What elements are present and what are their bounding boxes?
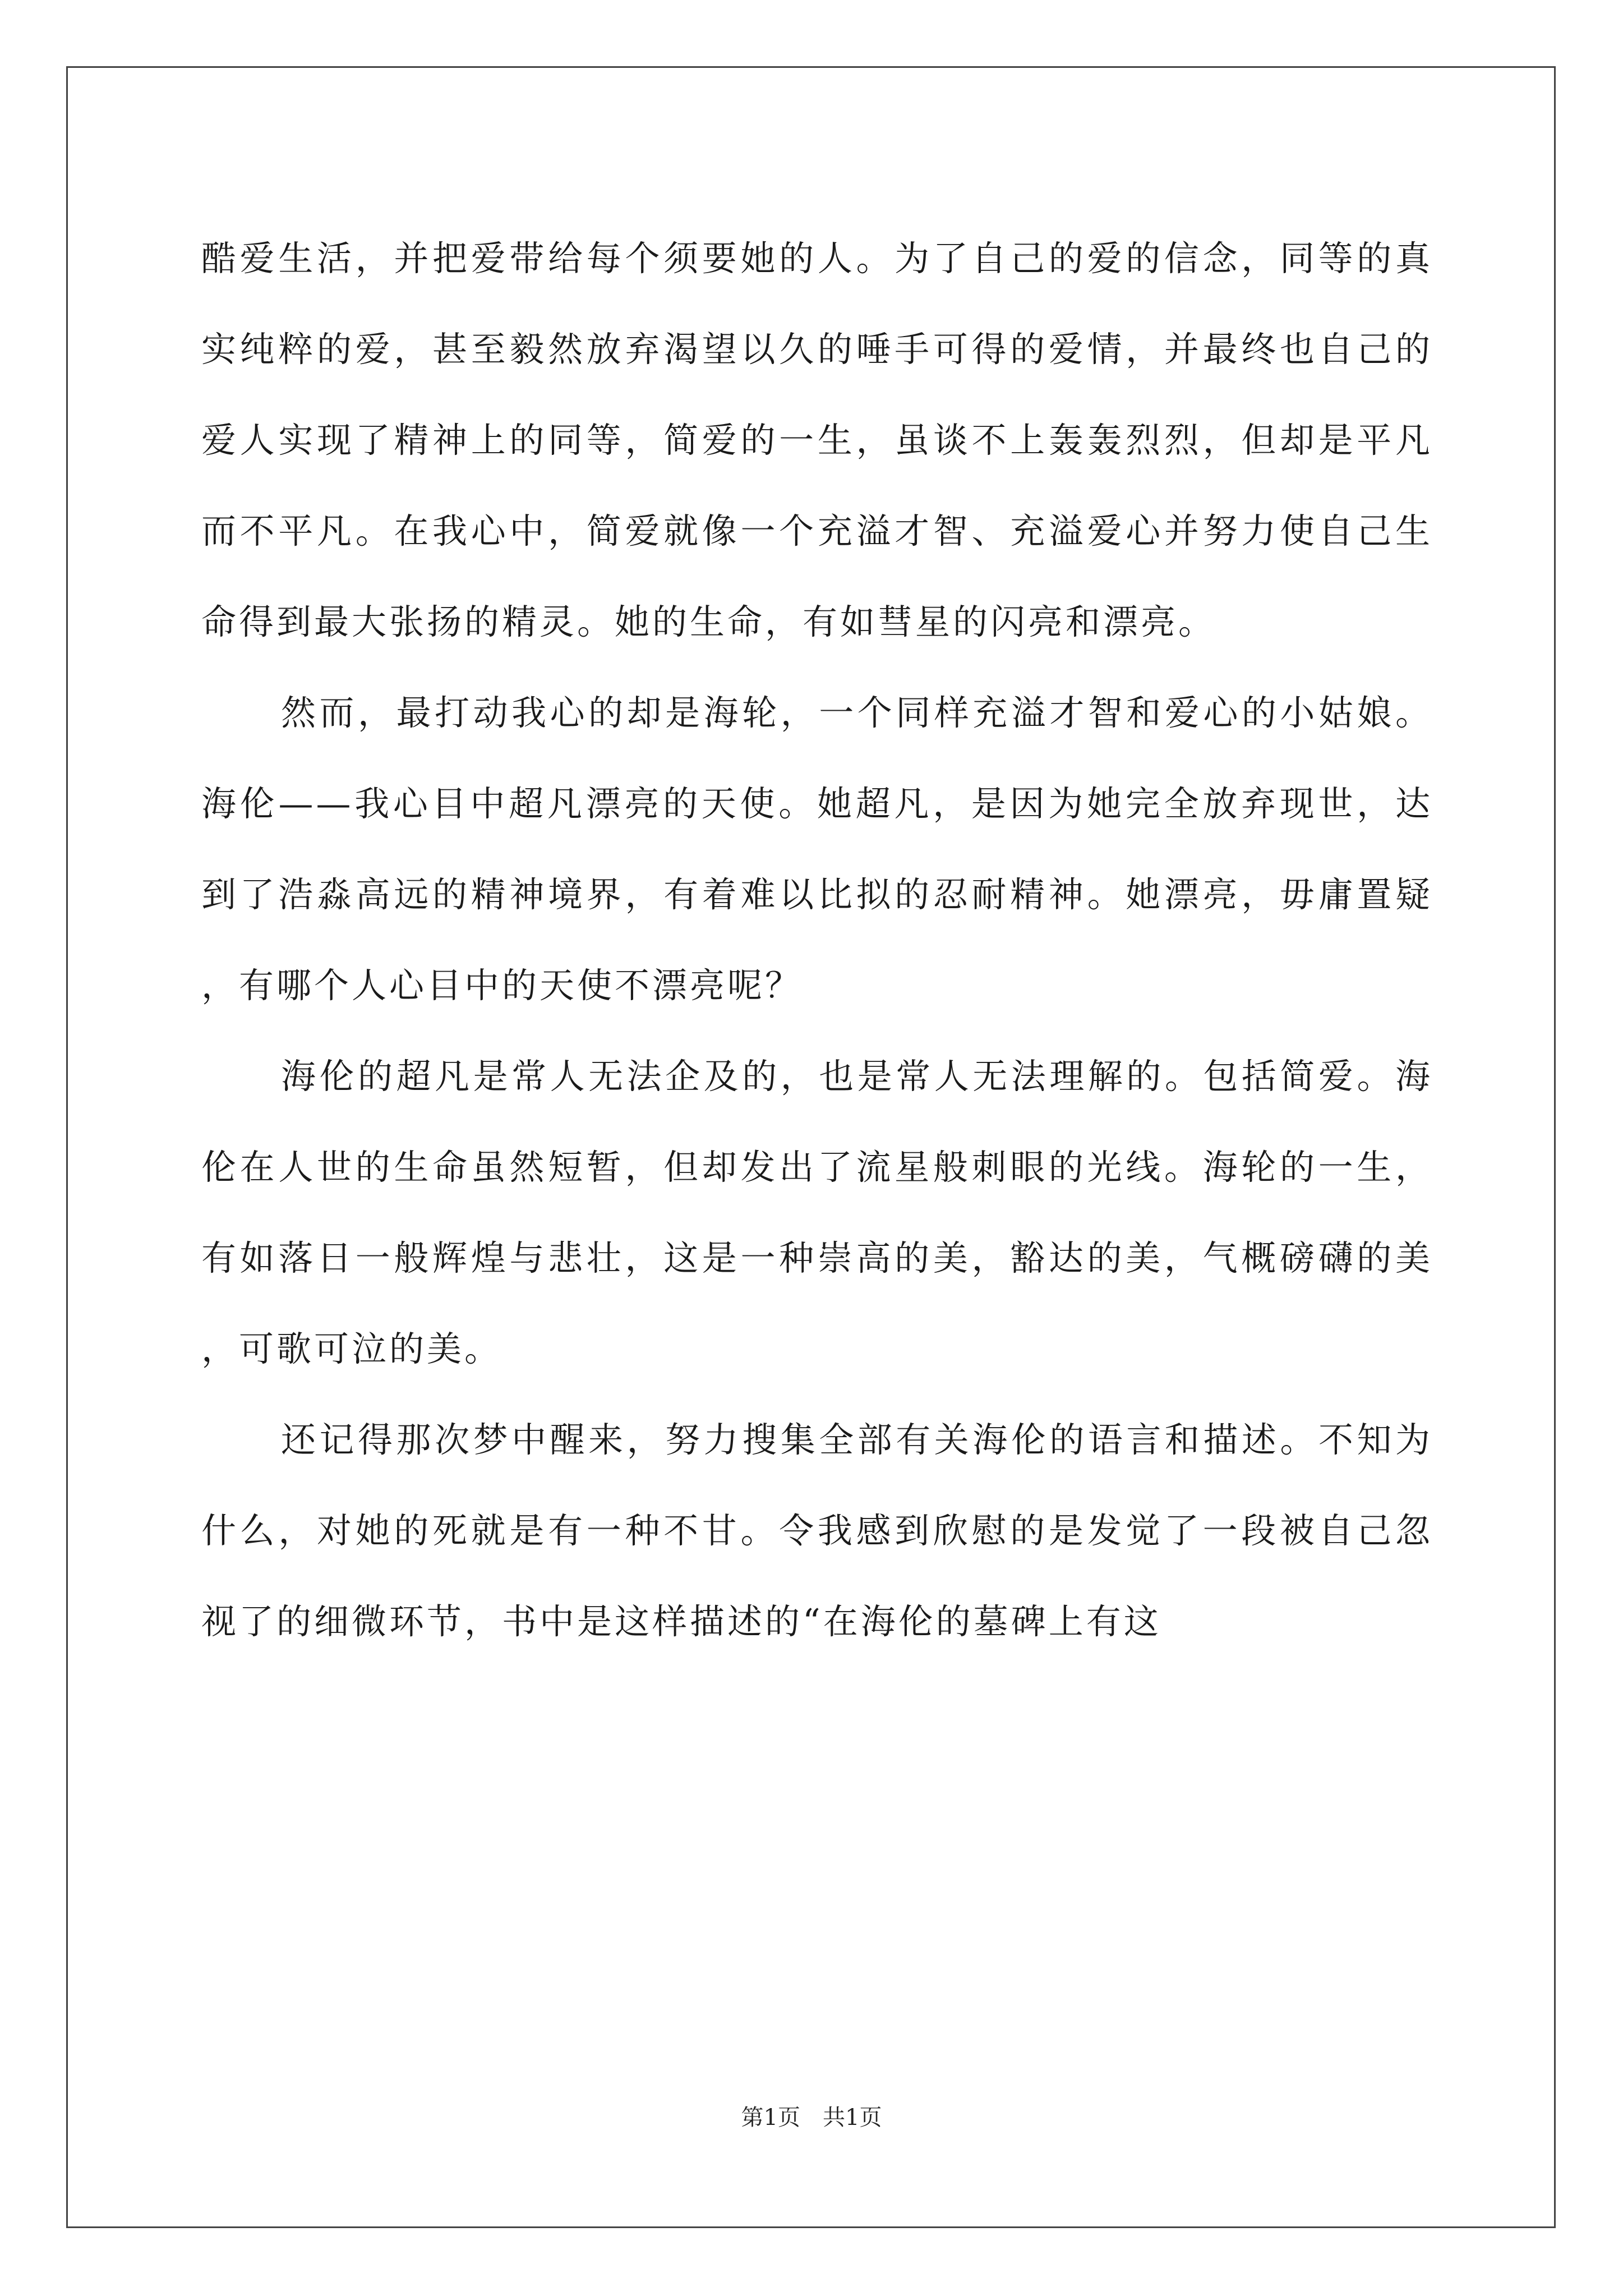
document-body: [201, 213, 1433, 1667]
paragraph-1: 酷爱生活，并把爱带给每个须要她的人。为了自己的爱的信念，同等的真实纯粹的爱，甚至毅然放弃渴望以久的唾手可得的爱情，并最终也自己的爱人实现了精神上的同等，简爱的一生，虽谈不上轰轰烈烈，但却是平凡而不平凡。在我心中，简爱就像一个充溢才智、充溢爱心并努力使自己生命得到最大张扬的精灵。她的生命，有如彗星的闪亮和漂亮。: [201, 238, 1433, 642]
page-number-footer: 第1页 共1页: [741, 2105, 882, 2131]
paragraph-4: 还记得那次梦中醒来，努力搜集全部有关海伦的语言和描述。不知为什么，对她的死就是有一种不甘。令我感到欣慰的是发觉了一段被自己忽视了的细微环节，书中是这样描述的“在海伦的墓碑上有这: [201, 1419, 1433, 1642]
paragraph-2: 然而，最打动我心的却是海轮，一个同样充溢才智和爱心的小姑娘。 海伦——我心目中超凡漂亮的天使。她超凡，是因为她完全放弃现世，达到了浩淼高远的精神境界，有着难以比拟的忍耐精神。她漂亮，毋庸置疑，有哪个人心目中的天使不漂亮呢？: [201, 692, 1433, 1006]
paragraph-3: 海伦的超凡是常人无法企及的，也是常人无法理解的。包括简爱。海伦在人世的生命虽然短暂，但却发出了流星般刺眼的光线。海轮的一生，有如落日一般辉煌与悲壮，这是一种崇高的美，豁达的美，气概磅礴的美，可歌可泣的美。: [201, 1056, 1433, 1369]
